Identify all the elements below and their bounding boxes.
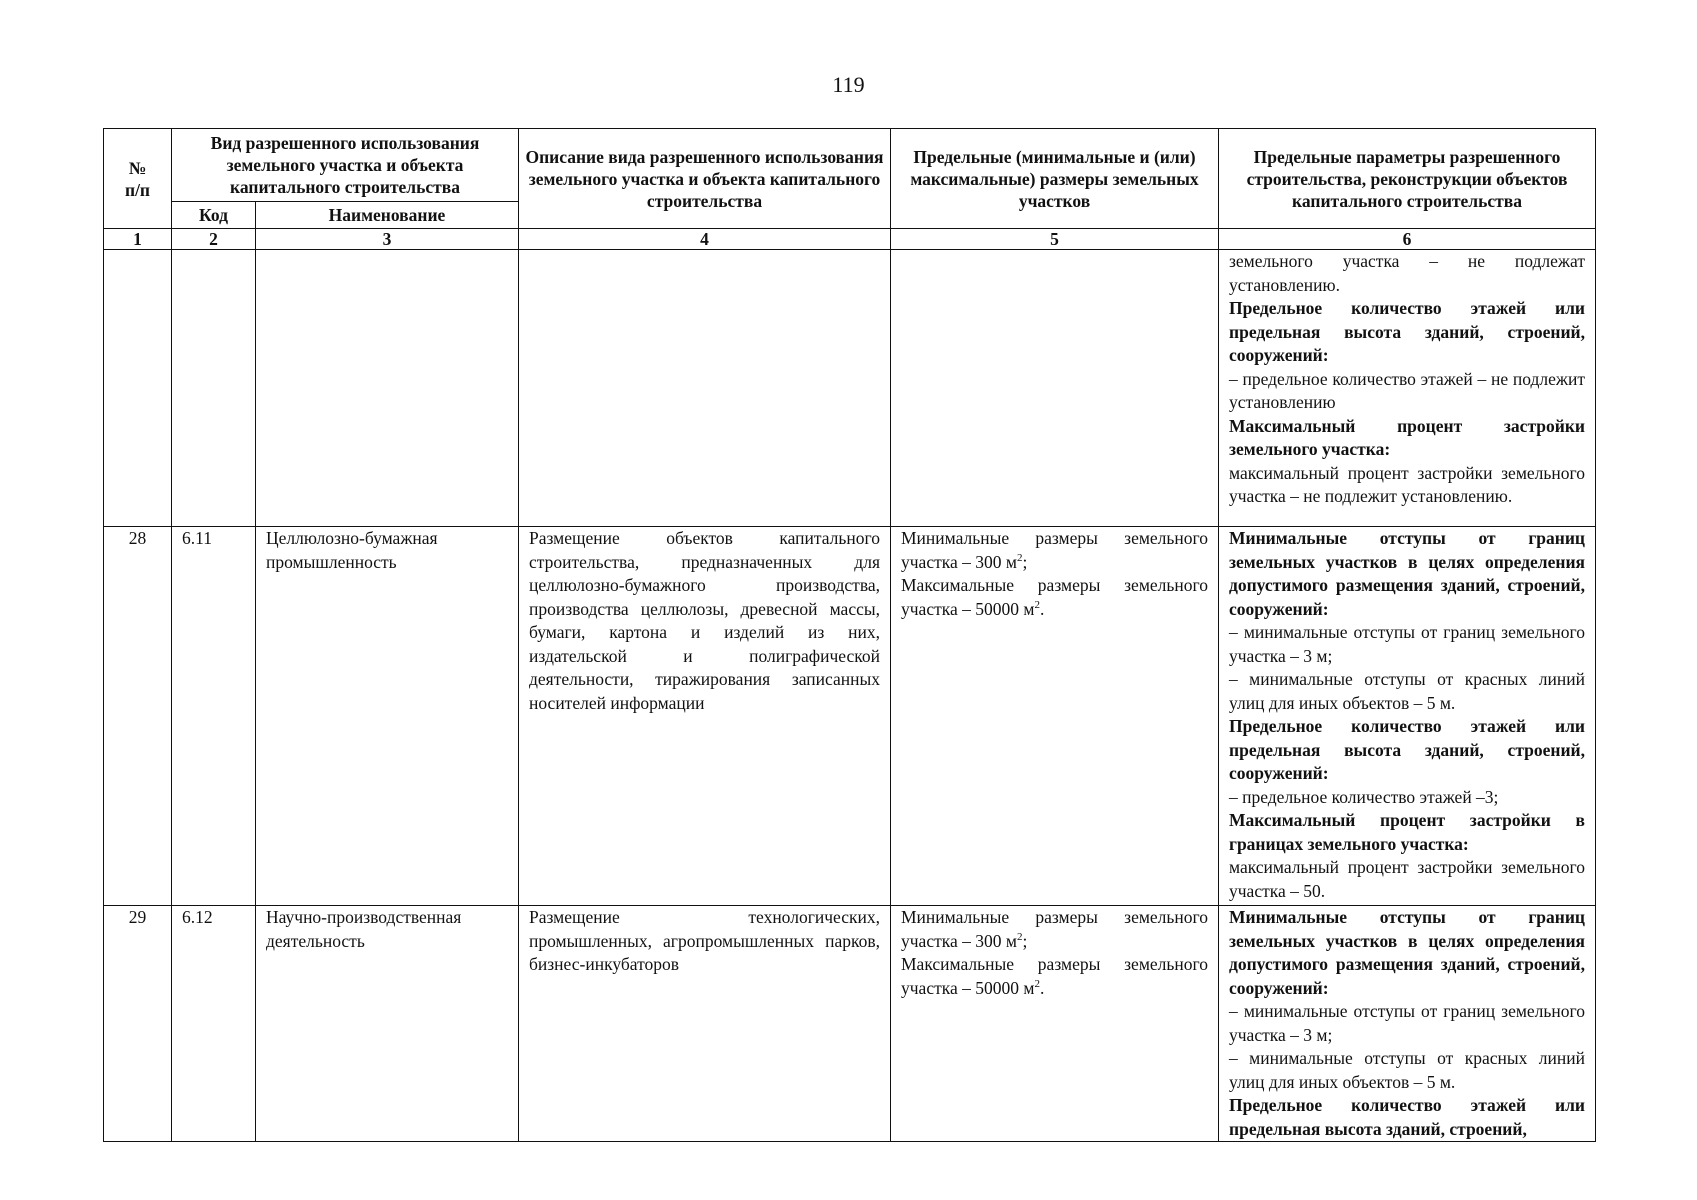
column-number: 4 xyxy=(519,229,891,250)
param-heading: Максимальный процент застройки в границах земельного участка: xyxy=(1229,810,1585,854)
cell-parameters xyxy=(1219,906,1596,1142)
min-size-text xyxy=(901,527,1208,574)
header-parameters: Предельные параметры разрешенного строительства, реконструкции объектов капитального строительства xyxy=(1219,129,1596,229)
cell-description: Размещение объектов капитального строительства, предназначенных для целлюлозно-бумажного производства, производства целлюлозы, древесной массы, бумаги, картона и изделий из них, издательской и полиграфической деятельности, тиражирования записанных носителей информации xyxy=(519,527,891,906)
table-row-continued xyxy=(104,250,1596,527)
cell-name: Научно-производственная деятельность xyxy=(256,906,519,1142)
param-line: земельного участка – не подлежат установлению. xyxy=(1229,251,1585,295)
max-size-end: . xyxy=(1039,598,1045,619)
param-heading: Минимальные отступы от границ земельных участков в целях определения допустимого размещения зданий, строений, сооружений: xyxy=(1229,907,1585,998)
max-size-text xyxy=(901,953,1208,1000)
cell-sizes xyxy=(891,250,1219,527)
max-size-label: Максимальные размеры земельного участка – 50000 м xyxy=(901,954,1208,998)
param-heading: Минимальные отступы от границ земельных участков в целях определения допустимого размещения зданий, строений, сооружений: xyxy=(1229,528,1585,619)
table-row xyxy=(104,527,1596,906)
land-use-regulations-table xyxy=(103,128,1596,1142)
cell-code: 6.11 xyxy=(172,527,256,906)
param-line: максимальный процент застройки земельного участка – 50. xyxy=(1229,857,1585,901)
table-row xyxy=(104,906,1596,1142)
cell-sizes xyxy=(891,906,1219,1142)
header-code: Код xyxy=(172,202,256,229)
cell-code xyxy=(172,250,256,527)
param-line: – предельное количество этажей –3; xyxy=(1229,786,1499,807)
cell-num xyxy=(104,250,172,527)
param-line: – минимальные отступы от красных линий улиц для иных объектов – 5 м. xyxy=(1229,669,1585,713)
header-permitted-use-group: Вид разрешенного использования земельного участка и объекта капитального строительства xyxy=(172,129,519,202)
column-number: 1 xyxy=(104,229,172,250)
cell-description: Размещение технологических, промышленных, агропромышленных парков, бизнес-инкубаторов xyxy=(519,906,891,1142)
column-numbers-row xyxy=(104,229,1596,250)
column-number: 5 xyxy=(891,229,1219,250)
param-heading: Максимальный процент застройки земельного участка: xyxy=(1229,415,1585,459)
unit-superscript: 2 xyxy=(1016,551,1023,564)
unit-superscript: 2 xyxy=(1016,930,1023,943)
header-num xyxy=(104,129,172,229)
page-number: 119 xyxy=(832,72,865,97)
param-heading: Предельное количество этажей или предельная высота зданий, строений, сооружений: xyxy=(1229,716,1585,783)
header-name: Наименование xyxy=(256,202,519,229)
cell-num: 29 xyxy=(104,906,172,1142)
param-line: – предельное количество этажей – не подлежит установлению xyxy=(1229,368,1585,412)
unit-superscript: 2 xyxy=(1034,977,1040,990)
cell-description xyxy=(519,250,891,527)
cell-name xyxy=(256,250,519,527)
min-size-end: ; xyxy=(1022,551,1028,572)
cell-code: 6.12 xyxy=(172,906,256,1142)
cell-num: 28 xyxy=(104,527,172,906)
max-size-end: . xyxy=(1039,977,1045,998)
cell-parameters xyxy=(1219,527,1596,906)
param-line: – минимальные отступы от красных линий улиц для иных объектов – 5 м. xyxy=(1229,1048,1585,1092)
max-size-text xyxy=(901,574,1208,621)
param-line: – минимальные отступы от границ земельного участка – 3 м; xyxy=(1229,622,1585,666)
min-size-label: Минимальные размеры земельного участка – 300 м xyxy=(901,528,1208,572)
column-number: 6 xyxy=(1219,229,1596,250)
unit-superscript: 2 xyxy=(1034,598,1040,611)
min-size-end: ; xyxy=(1022,930,1028,951)
header-plot-sizes: Предельные (минимальные и (или) максимальные) размеры земельных участков xyxy=(891,129,1219,229)
cell-sizes xyxy=(891,527,1219,906)
cell-parameters xyxy=(1219,250,1596,527)
cell-name: Целлюлозно-бумажная промышленность xyxy=(256,527,519,906)
param-line: – минимальные отступы от границ земельного участка – 3 м; xyxy=(1229,1001,1585,1045)
param-heading: Предельное количество этажей или предельная высота зданий, строений, сооружений: xyxy=(1229,298,1585,365)
param-line: максимальный процент застройки земельного участка – не подлежит установлению. xyxy=(1229,462,1585,506)
max-size-label: Максимальные размеры земельного участка – 50000 м xyxy=(901,575,1208,619)
column-number: 2 xyxy=(172,229,256,250)
param-heading: Предельное количество этажей или предельная высота зданий, строений, xyxy=(1229,1095,1585,1139)
header-description: Описание вида разрешенного использования земельного участка и объекта капитального строительства xyxy=(519,129,891,229)
min-size-label: Минимальные размеры земельного участка – 300 м xyxy=(901,907,1208,951)
column-number: 3 xyxy=(256,229,519,250)
min-size-text xyxy=(901,906,1208,953)
header-num-label: № п/п xyxy=(124,157,151,200)
